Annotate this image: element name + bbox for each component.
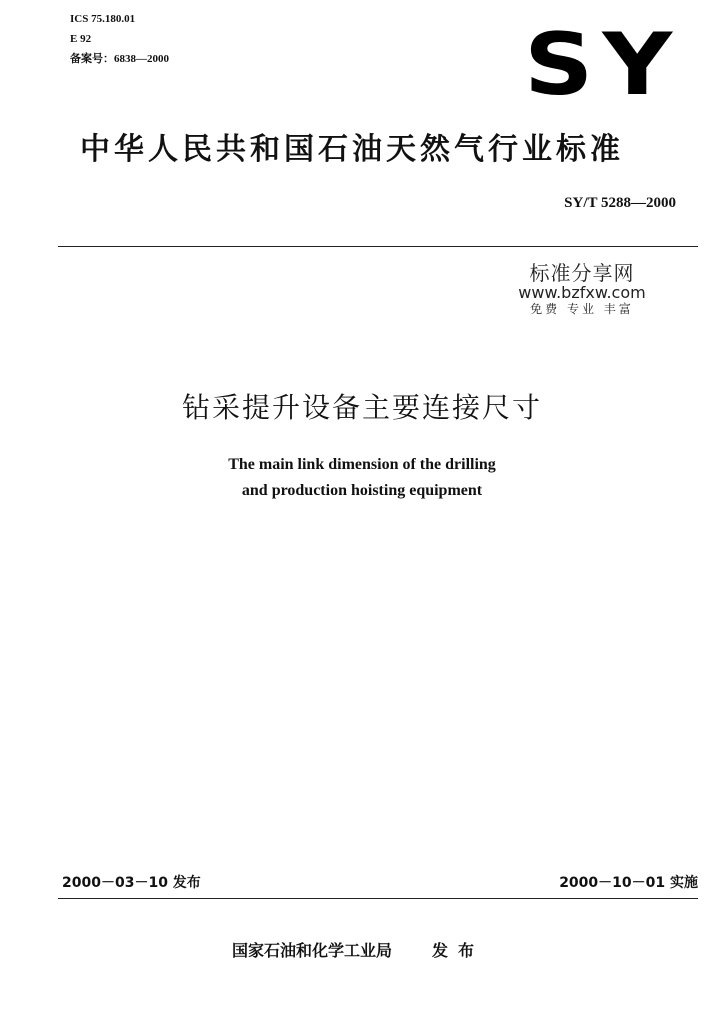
- issue-date: 2000－03－10 发布: [62, 875, 201, 891]
- effective-date: 2000－10－01 实施: [559, 875, 698, 891]
- header-divider: [58, 246, 698, 247]
- watermark-site-name: 标准分享网: [529, 261, 635, 285]
- sy-logo: SY: [524, 15, 682, 115]
- watermark-url: www.bzfxw.com: [518, 283, 646, 302]
- standard-code: SY/T 5288—2000: [564, 195, 676, 211]
- english-title-line-2: and production hoisting equipment: [241, 482, 483, 499]
- publisher-line: [232, 938, 484, 961]
- footer-divider: [58, 898, 698, 899]
- watermark: [506, 262, 658, 316]
- chinese-title: 钻采提升设备主要连接尺寸: [181, 391, 542, 424]
- ics-code: ICS 75.180.01: [70, 13, 136, 25]
- issuing-body-title: 中华人民共和国石油天然气行业标准: [80, 132, 624, 167]
- publish-action: 发布: [432, 941, 485, 960]
- publisher-name: 国家石油和化学工业局: [232, 941, 393, 960]
- english-title: [0, 452, 724, 504]
- watermark-slogan: 免费 专业 丰富: [530, 302, 634, 316]
- class-code: E 92: [70, 33, 92, 45]
- record-number: 备案号：6838—2000: [70, 53, 169, 65]
- english-title-line-1: The main link dimension of the drilling: [228, 456, 496, 473]
